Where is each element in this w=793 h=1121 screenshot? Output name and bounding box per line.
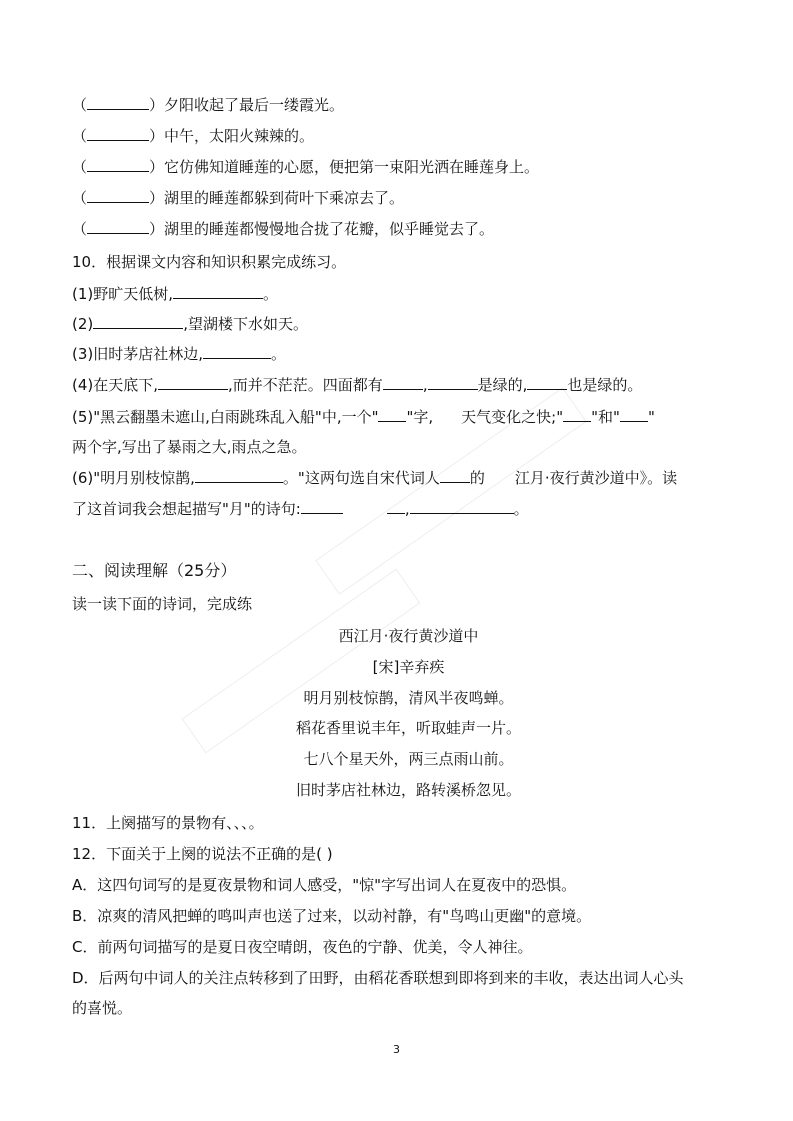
answer-blank[interactable]	[195, 468, 283, 483]
poem-title: 西江月·夜行黄沙道中	[338, 627, 479, 645]
answer-blank[interactable]	[158, 375, 228, 390]
q9-line	[72, 95, 732, 115]
q10-item-5	[72, 407, 732, 427]
q11: 11．上阕描写的景物有、、、。	[72, 814, 264, 832]
answer-blank[interactable]	[383, 375, 423, 390]
item-text: 。	[271, 345, 287, 363]
q9-text: ）中午，太阳火辣辣的。	[149, 127, 315, 145]
item-text: "	[647, 408, 655, 426]
q9-line	[72, 157, 732, 177]
item-text: 了这首词我会想起描写"月"的诗句:	[72, 500, 301, 518]
answer-blank[interactable]	[410, 499, 514, 514]
item-text: 天气变化之快;"	[461, 408, 564, 426]
answer-blank[interactable]	[203, 344, 271, 359]
q9-line	[72, 219, 732, 239]
item-text: 。	[263, 285, 279, 303]
item-text: 江月·夜行黄沙道中》。读	[514, 469, 678, 487]
item-text: 。	[513, 500, 529, 518]
q10-item-6-cont	[72, 499, 732, 519]
item-text: 也是绿的。	[567, 376, 643, 394]
item-text: 是绿的,	[477, 376, 528, 394]
poem-line: 旧时茅店社林边，路转溪桥忽见。	[295, 781, 521, 799]
item-text: (6)"明月别枝惊鹊,	[72, 469, 195, 487]
answer-blank[interactable]	[87, 157, 149, 172]
q10-item-4	[72, 375, 732, 395]
q12-option-c: C．前两句词描写的是夏日夜空晴朗，夜色的宁静、优美，令人神往。	[72, 938, 533, 956]
q9-text: ）它仿佛知道睡莲的心愿，便把第一束阳光洒在睡莲身上。	[149, 158, 540, 176]
item-text: ,望湖楼下水如天。	[183, 315, 309, 333]
item-text: 。"这两句选自宋代词人	[282, 469, 440, 487]
poem-line: 明月别枝惊鹊，清风半夜鸣蝉。	[303, 689, 514, 707]
q12-option-b: B．凉爽的清风把蝉的鸣叫声也送了过来，以动衬静，有"鸟鸣山更幽"的意境。	[72, 907, 592, 925]
paren-open: （	[72, 127, 88, 145]
q9-text: ）湖里的睡莲都躲到荷叶下乘凉去了。	[149, 189, 405, 207]
q12-stem: 12．下面关于上阕的说法不正确的是( )	[72, 845, 333, 863]
poem-line: 七八个星天外，两三点雨山前。	[303, 750, 514, 768]
item-text: 的	[469, 469, 485, 487]
q10-item-1	[72, 284, 732, 304]
item-text: "字,	[406, 408, 434, 426]
answer-blank[interactable]	[563, 407, 591, 422]
q10-item-6	[72, 468, 732, 488]
section-heading: 二、阅读理解（25分）	[72, 561, 237, 580]
q10-item-2	[72, 314, 732, 334]
q9-text: ）湖里的睡莲都慢慢地合拢了花瓣，似乎睡觉去了。	[149, 220, 495, 238]
answer-blank[interactable]	[93, 314, 183, 329]
answer-blank[interactable]	[387, 499, 405, 514]
answer-blank[interactable]	[527, 375, 567, 390]
answer-blank[interactable]	[87, 219, 149, 234]
q12-option-a: A．这四句词写的是夏夜景物和词人感受，"惊"字写出词人在夏夜中的恐惧。	[72, 876, 577, 894]
item-text: "和"	[591, 408, 620, 426]
q10-title: 10．根据课文内容和知识积累完成练习。	[72, 253, 347, 271]
answer-blank[interactable]	[620, 407, 648, 422]
poem-author: [宋]辛弃疾	[372, 658, 445, 676]
paren-open: （	[72, 158, 88, 176]
item-text: (4)在天底下,	[72, 376, 159, 394]
paren-open: （	[72, 189, 88, 207]
answer-blank[interactable]	[87, 95, 149, 110]
q12-option-d-cont: 的喜悦。	[72, 999, 133, 1017]
item-text: (5)"黑云翻墨未遮山,白雨跳珠乱入船"中,一个"	[72, 408, 379, 426]
q9-line	[72, 126, 732, 146]
item-text: (1)野旷天低树,	[72, 285, 174, 303]
q10-item-3	[72, 344, 732, 364]
item-text: ,	[422, 376, 428, 394]
paren-open: （	[72, 220, 88, 238]
item-text: (3)旧时茅店社林边,	[72, 345, 204, 363]
item-text: (2)	[72, 315, 94, 333]
answer-blank[interactable]	[87, 188, 149, 203]
answer-blank[interactable]	[440, 468, 470, 483]
answer-blank[interactable]	[173, 284, 263, 299]
q12-option-d: D．后两句中词人的关注点转移到了田野，由稻花香联想到即将到来的丰收，表达出词人心头	[72, 969, 684, 987]
paren-open: （	[72, 96, 88, 114]
q10-item-5-cont: 两个字,写出了暴雨之大,雨点之急。	[72, 438, 307, 456]
answer-blank[interactable]	[378, 407, 406, 422]
page-number: 3	[393, 1043, 400, 1056]
q9-text: ）夕阳收起了最后一缕霞光。	[149, 96, 345, 114]
poem-line: 稻花香里说丰年，听取蛙声一片。	[295, 719, 521, 737]
item-text: ,而并不茫茫。四面都有	[228, 376, 383, 394]
section-intro: 读一读下面的诗词，完成练	[72, 595, 253, 613]
answer-blank[interactable]	[428, 375, 478, 390]
q9-line	[72, 188, 732, 208]
answer-blank[interactable]	[87, 126, 149, 141]
item-text: ,	[404, 500, 410, 518]
answer-blank[interactable]	[301, 499, 343, 514]
